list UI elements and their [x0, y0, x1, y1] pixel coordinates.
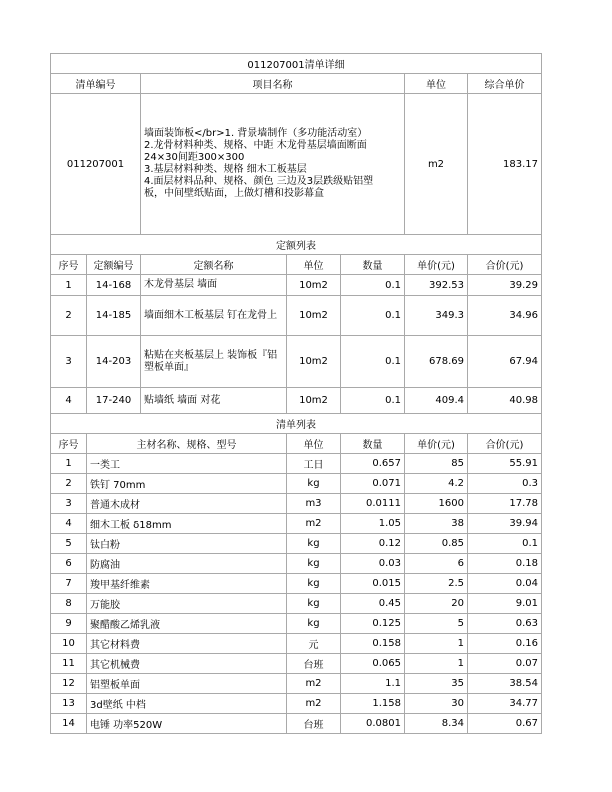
- item-code: 011207001: [51, 94, 141, 235]
- quota-unit: 10m2: [287, 275, 341, 296]
- material-price: 20: [405, 594, 468, 614]
- material-no: 4: [51, 514, 87, 534]
- material-row: [51, 714, 542, 734]
- quota-col-unit: 单位: [287, 255, 341, 275]
- material-name: 普通木成材: [87, 494, 287, 514]
- material-no: 3: [51, 494, 87, 514]
- quota-price: 349.3: [405, 296, 468, 336]
- material-name: 防腐油: [87, 554, 287, 574]
- material-section-title: 清单列表: [51, 414, 542, 434]
- material-total: 0.16: [468, 634, 542, 654]
- material-price: 6: [405, 554, 468, 574]
- material-row: [51, 554, 542, 574]
- quota-price: 409.4: [405, 388, 468, 414]
- quota-row: [51, 336, 542, 388]
- material-total: 38.54: [468, 674, 542, 694]
- material-qty: 0.657: [341, 454, 405, 474]
- material-qty: 0.125: [341, 614, 405, 634]
- material-total: 34.77: [468, 694, 542, 714]
- quota-code: 14-203: [87, 336, 141, 388]
- material-total: 17.78: [468, 494, 542, 514]
- material-name: 万能胶: [87, 594, 287, 614]
- quota-qty: 0.1: [341, 388, 405, 414]
- material-qty: 0.03: [341, 554, 405, 574]
- quota-name: 墙面细木工板基层 钉在龙骨上: [141, 296, 287, 336]
- material-name: 铝塑板单面: [87, 674, 287, 694]
- desc-line: 2.龙骨材料种类、规格、中距 木龙骨基层墙面断面: [144, 140, 367, 151]
- material-price: 5: [405, 614, 468, 634]
- material-price: 0.85: [405, 534, 468, 554]
- material-qty: 0.015: [341, 574, 405, 594]
- material-qty: 0.12: [341, 534, 405, 554]
- quota-qty: 0.1: [341, 336, 405, 388]
- quota-code: 14-185: [87, 296, 141, 336]
- material-qty: 1.1: [341, 674, 405, 694]
- mat-col-name: 主材名称、规格、型号: [87, 434, 287, 454]
- quota-total: 40.98: [468, 388, 542, 414]
- material-qty: 1.158: [341, 694, 405, 714]
- material-price: 1: [405, 634, 468, 654]
- material-header-row: [51, 434, 542, 454]
- material-price: 2.5: [405, 574, 468, 594]
- unit-header: 单位: [405, 74, 468, 94]
- material-row: [51, 454, 542, 474]
- material-total: 0.3: [468, 474, 542, 494]
- quota-total: 39.29: [468, 275, 542, 296]
- quota-col-total: 合价(元): [468, 255, 542, 275]
- quota-row: [51, 296, 542, 336]
- material-no: 12: [51, 674, 87, 694]
- desc-line: 24×30间距300×300: [144, 152, 245, 163]
- quota-col-no: 序号: [51, 255, 87, 275]
- material-qty: 0.0111: [341, 494, 405, 514]
- quota-unit: 10m2: [287, 296, 341, 336]
- material-price: 1600: [405, 494, 468, 514]
- material-no: 9: [51, 614, 87, 634]
- material-total: 0.1: [468, 534, 542, 554]
- material-total: 55.91: [468, 454, 542, 474]
- desc-line: 板，中间壁纸贴面，上做灯槽和投影幕盒: [144, 188, 324, 199]
- table-title: 011207001清单详细: [51, 54, 542, 74]
- item-price: 183.17: [468, 94, 542, 235]
- material-total: 0.67: [468, 714, 542, 734]
- material-name: 铁钉 70mm: [87, 474, 287, 494]
- material-row: [51, 594, 542, 614]
- material-name: 羧甲基纤维素: [87, 574, 287, 594]
- mat-col-no: 序号: [51, 434, 87, 454]
- material-price: 85: [405, 454, 468, 474]
- quota-code: 14-168: [87, 275, 141, 296]
- quota-row: [51, 275, 542, 296]
- header-row: [51, 74, 542, 94]
- material-row: [51, 534, 542, 554]
- material-qty: 0.0801: [341, 714, 405, 734]
- material-unit: m2: [287, 514, 341, 534]
- material-qty: 0.45: [341, 594, 405, 614]
- material-unit: kg: [287, 594, 341, 614]
- quota-total: 34.96: [468, 296, 542, 336]
- material-qty: 1.05: [341, 514, 405, 534]
- material-row: [51, 574, 542, 594]
- material-total: 0.63: [468, 614, 542, 634]
- material-price: 8.34: [405, 714, 468, 734]
- quota-total: 67.94: [468, 336, 542, 388]
- quota-name: 粘贴在夹板基层上 装饰板『铝塑板单面』: [141, 336, 287, 388]
- material-no: 11: [51, 654, 87, 674]
- desc-line: 4.面层材料品种、规格、颜色 三边及3层跌级贴铝塑: [144, 176, 374, 187]
- quota-name: 贴墙纸 墙面 对花: [141, 388, 287, 414]
- material-row: [51, 674, 542, 694]
- desc-line: 墙面装饰板</br>1. 背景墙制作（多功能活动室）: [144, 128, 368, 139]
- material-unit: kg: [287, 554, 341, 574]
- material-no: 6: [51, 554, 87, 574]
- item-row: [51, 94, 542, 235]
- mat-col-qty: 数量: [341, 434, 405, 454]
- material-price: 38: [405, 514, 468, 534]
- material-name: 其它机械费: [87, 654, 287, 674]
- material-unit: 台班: [287, 714, 341, 734]
- mat-col-total: 合价(元): [468, 434, 542, 454]
- material-unit: 元: [287, 634, 341, 654]
- material-unit: kg: [287, 474, 341, 494]
- quota-unit: 10m2: [287, 336, 341, 388]
- material-total: 39.94: [468, 514, 542, 534]
- mat-col-price: 单价(元): [405, 434, 468, 454]
- material-unit: m2: [287, 674, 341, 694]
- material-qty: 0.071: [341, 474, 405, 494]
- material-no: 2: [51, 474, 87, 494]
- material-no: 13: [51, 694, 87, 714]
- mat-col-unit: 单位: [287, 434, 341, 454]
- material-price: 1: [405, 654, 468, 674]
- quota-name: 木龙骨基层 墙面: [141, 275, 287, 296]
- quota-price: 392.53: [405, 275, 468, 296]
- quota-col-name: 定额名称: [141, 255, 287, 275]
- quota-section-title: 定额列表: [51, 235, 542, 255]
- material-total: 9.01: [468, 594, 542, 614]
- material-no: 1: [51, 454, 87, 474]
- material-row: [51, 654, 542, 674]
- material-row: [51, 514, 542, 534]
- material-row: [51, 614, 542, 634]
- quota-code: 17-240: [87, 388, 141, 414]
- code-header: 清单编号: [51, 74, 141, 94]
- material-no: 5: [51, 534, 87, 554]
- material-total: 0.07: [468, 654, 542, 674]
- bill-detail-table: [50, 53, 542, 734]
- material-unit: m2: [287, 694, 341, 714]
- material-total: 0.04: [468, 574, 542, 594]
- material-qty: 0.158: [341, 634, 405, 654]
- material-price: 30: [405, 694, 468, 714]
- quota-no: 3: [51, 336, 87, 388]
- material-price: 4.2: [405, 474, 468, 494]
- material-name: 细木工板 δ18mm: [87, 514, 287, 534]
- material-unit: 台班: [287, 654, 341, 674]
- material-unit: m3: [287, 494, 341, 514]
- item-description: [141, 94, 405, 235]
- quota-col-price: 单价(元): [405, 255, 468, 275]
- material-no: 7: [51, 574, 87, 594]
- quota-no: 4: [51, 388, 87, 414]
- quota-col-qty: 数量: [341, 255, 405, 275]
- material-unit: 工日: [287, 454, 341, 474]
- name-header: 项目名称: [141, 74, 405, 94]
- material-unit: kg: [287, 614, 341, 634]
- item-unit: m2: [405, 94, 468, 235]
- material-total: 0.18: [468, 554, 542, 574]
- material-no: 10: [51, 634, 87, 654]
- material-name: 电锤 功率520W: [87, 714, 287, 734]
- quota-unit: 10m2: [287, 388, 341, 414]
- price-header: 综合单价: [468, 74, 542, 94]
- material-name: 钛白粉: [87, 534, 287, 554]
- desc-line: 3.基层材料种类、规格 细木工板基层: [144, 164, 307, 175]
- material-row: [51, 474, 542, 494]
- material-name: 一类工: [87, 454, 287, 474]
- material-qty: 0.065: [341, 654, 405, 674]
- quota-qty: 0.1: [341, 296, 405, 336]
- quota-col-code: 定额编号: [87, 255, 141, 275]
- material-row: [51, 634, 542, 654]
- material-name: 3d壁纸 中档: [87, 694, 287, 714]
- quota-no: 2: [51, 296, 87, 336]
- material-unit: kg: [287, 534, 341, 554]
- quota-no: 1: [51, 275, 87, 296]
- material-name: 其它材料费: [87, 634, 287, 654]
- material-no: 14: [51, 714, 87, 734]
- material-unit: kg: [287, 574, 341, 594]
- material-row: [51, 494, 542, 514]
- quota-qty: 0.1: [341, 275, 405, 296]
- material-price: 35: [405, 674, 468, 694]
- material-row: [51, 694, 542, 714]
- material-name: 聚醋酸乙烯乳液: [87, 614, 287, 634]
- quota-price: 678.69: [405, 336, 468, 388]
- quota-row: [51, 388, 542, 414]
- quota-header-row: [51, 255, 542, 275]
- material-no: 8: [51, 594, 87, 614]
